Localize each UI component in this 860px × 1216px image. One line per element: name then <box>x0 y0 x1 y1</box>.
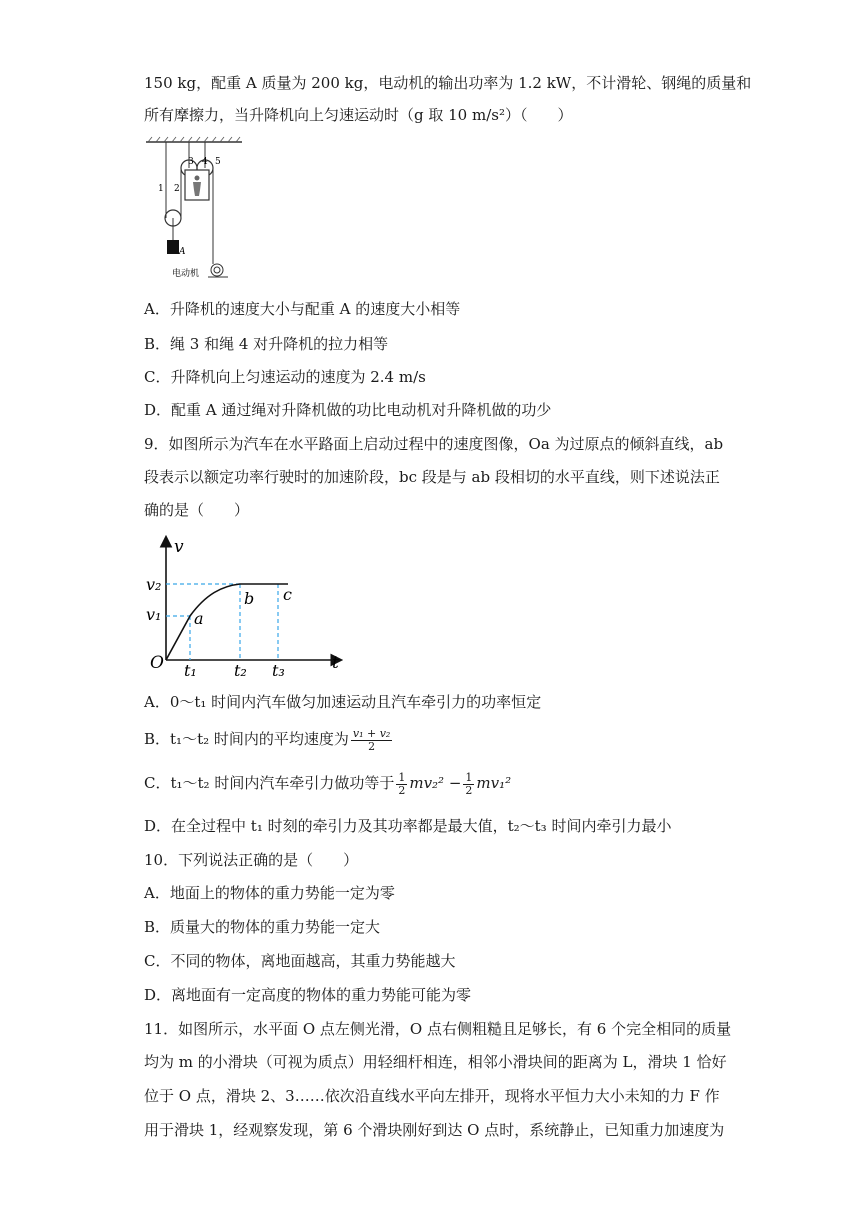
q9-option-b-text: B．t₁～t₂ 时间内的平均速度为 <box>144 730 349 748</box>
q10-option-d: D．离地面有一定高度的物体的重力势能可能为零 <box>144 986 472 1004</box>
q9-stem-line-2: 段表示以额定功率行驶时的加速阶段，bc 段是与 ab 段相切的水平直线，则下述说法正 <box>144 468 720 486</box>
fraction-numerator: v₁ + v₂ <box>352 726 391 740</box>
v2-label: v₂ <box>146 575 162 594</box>
q10-stem: 10．下列说法正确的是（ ） <box>144 851 359 869</box>
point-b-label: b <box>244 589 255 608</box>
velocity-time-graph <box>144 532 350 678</box>
t3-label: t₃ <box>272 661 285 678</box>
q8-option-d: D．配重 A 通过绳对升降机做的功比电动机对升降机做的功少 <box>144 401 552 419</box>
q9-stem-line-3: 确的是（ ） <box>144 501 250 519</box>
elevator-pulley-figure <box>144 136 244 286</box>
rope-label-4: 4 <box>202 157 208 167</box>
v1-label: v₁ <box>146 605 162 624</box>
kinetic-term-1: mv₂² − <box>409 774 462 792</box>
average-velocity-fraction <box>351 728 392 753</box>
q8-stem-line-2: 所有摩擦力，当升降机向上匀速运动时（g 取 10 m/s²）（ ） <box>144 106 573 124</box>
q10-option-a: A．地面上的物体的重力势能一定为零 <box>144 884 395 902</box>
q10-option-c: C．不同的物体，离地面越高，其重力势能越大 <box>144 952 456 970</box>
rope-label-1: 1 <box>158 184 164 194</box>
q9-option-b <box>144 724 394 754</box>
motor-label: 电动机 <box>172 269 200 279</box>
half-fraction-1: $\frac{1}{2}$ <box>398 770 406 797</box>
q9-option-d: D．在全过程中 t₁ 时刻的牵引力及其功率都是最大值，t₂～t₃ 时间内牵引力最小 <box>144 817 672 835</box>
weight-label: A <box>179 247 186 257</box>
q11-stem-line-2: 均为 m 的小滑块（可视为质点）用轻细杆相连，相邻小滑块间的距离为 L，滑块 1 恰好 <box>144 1053 727 1071</box>
half-fraction-2: $\frac{1}{2}$ <box>465 770 473 797</box>
q11-stem-line-3: 位于 O 点，滑块 2、3……依次沿直线水平向左排开，现将水平恒力大小未知的力 F 作 <box>144 1087 720 1105</box>
q9-option-c <box>144 768 511 798</box>
t2-label: t₂ <box>234 661 247 678</box>
q8-option-b: B．绳 3 和绳 4 对升降机的拉力相等 <box>144 335 389 353</box>
q10-option-b: B．质量大的物体的重力势能一定大 <box>144 918 381 936</box>
rope-label-5: 5 <box>215 157 221 167</box>
kinetic-term-2: mv₁² <box>476 774 512 792</box>
rope-label-3: 3 <box>188 157 194 167</box>
velocity-curve <box>166 584 288 660</box>
t1-label: t₁ <box>184 661 197 678</box>
fraction-denominator: 2 <box>368 739 376 753</box>
point-c-label: c <box>283 585 292 604</box>
q9-option-a: A．0～t₁ 时间内汽车做匀加速运动且汽车牵引力的功率恒定 <box>144 693 542 711</box>
origin-label: O <box>150 653 164 673</box>
q8-option-a: A．升降机的速度大小与配重 A 的速度大小相等 <box>144 300 461 318</box>
q8-option-c: C．升降机向上匀速运动的速度为 2.4 m/s <box>144 368 426 386</box>
q11-stem-line-4: 用于滑块 1，经观察发现，第 6 个滑块刚好到达 O 点时，系统静止，已知重力加速度为 <box>144 1121 725 1139</box>
q9-stem-line-1: 9．如图所示为汽车在水平路面上启动过程中的速度图像，Oa 为过原点的倾斜直线，ab <box>144 435 724 453</box>
q9-option-c-text: C．t₁～t₂ 时间内汽车牵引力做功等于 <box>144 774 395 792</box>
point-a-label: a <box>194 609 204 628</box>
axis-t-label: t <box>332 653 339 673</box>
q8-stem-line-1: 150 kg，配重 A 质量为 200 kg，电动机的输出功率为 1.2 kW，不计滑轮、钢绳的质量和 <box>144 74 752 92</box>
q11-stem-line-1: 11．如图所示，水平面 O 点左侧光滑，O 点右侧粗糙且足够长，有 6 个完全相同的质量 <box>144 1020 732 1038</box>
axis-v-label: v <box>174 537 184 557</box>
rope-label-2: 2 <box>174 184 180 194</box>
